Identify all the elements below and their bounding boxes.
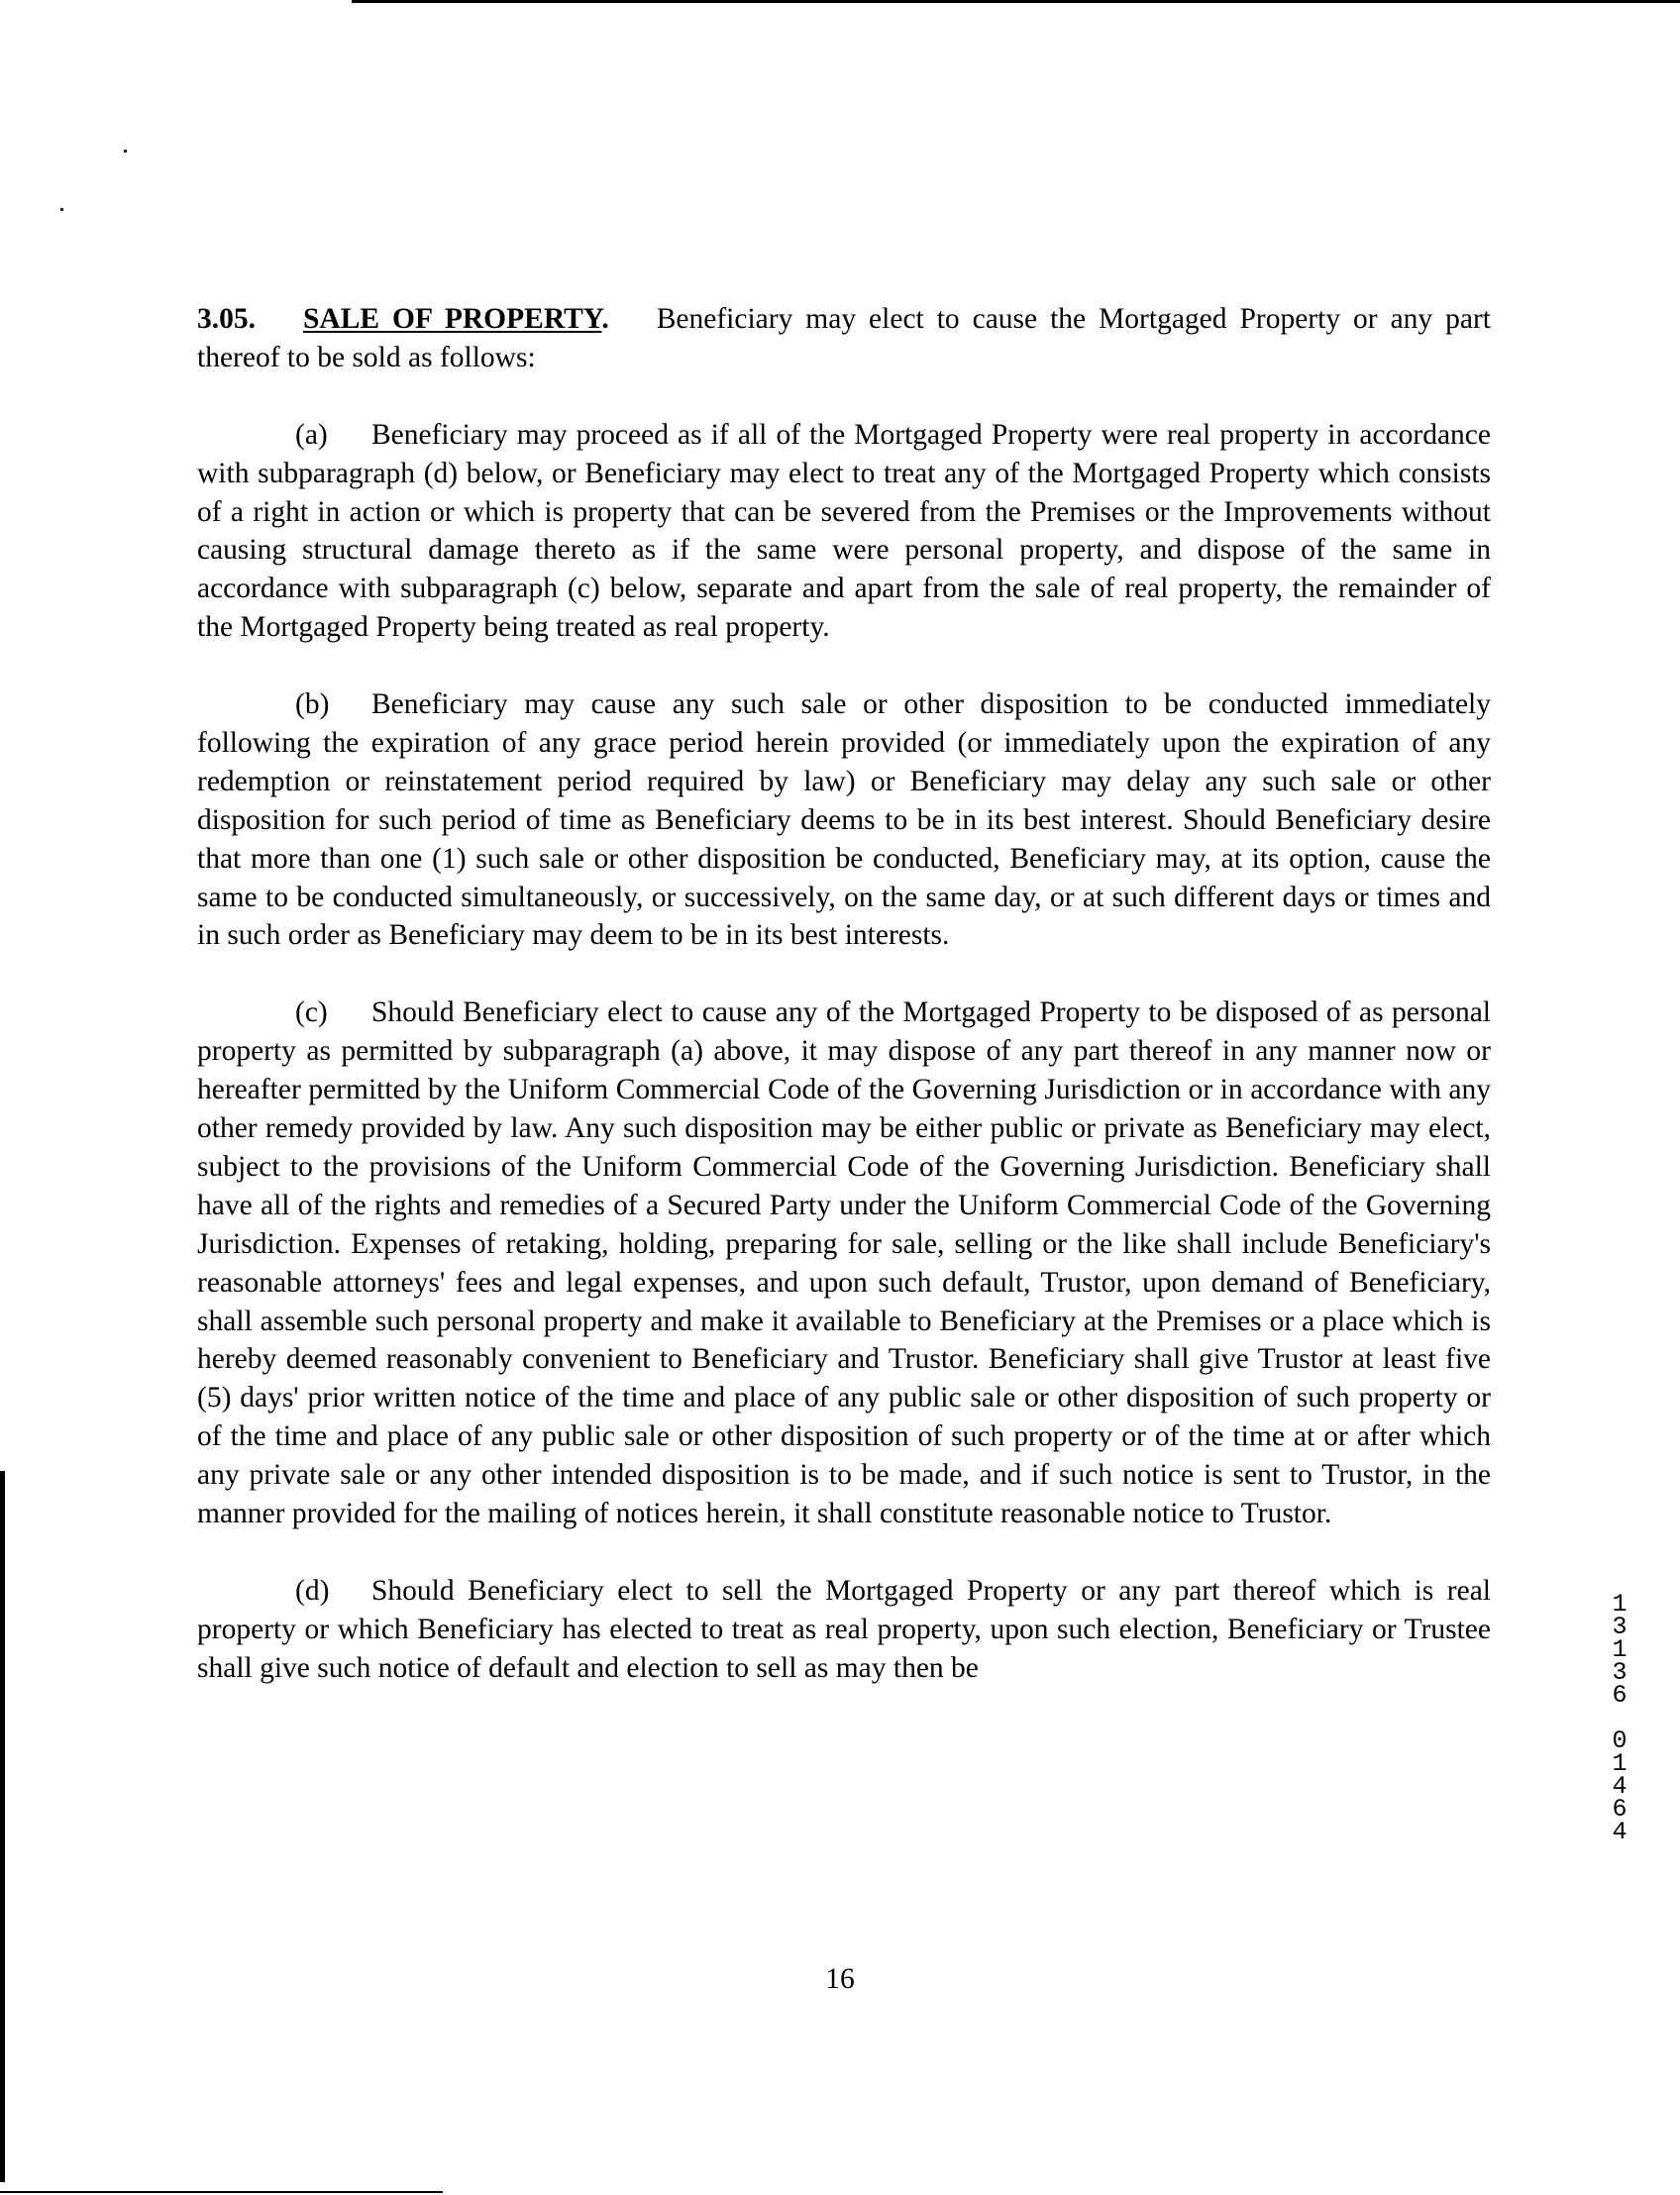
subparagraph-text: Should Beneficiary elect to cause any of the Mortgaged Property to be disposed of as personal property as permitted by subparagraph (a) above, it may dispose of any part thereof in any manner now or hereafter permitted by the Uniform Commercial Code of the Governing Jurisdiction or in accordance with any other remedy provided by law. Any such disposition may be either public or private as Beneficiary may elect, subject to the provisions of the Uniform Commercial Code of the Governing Jurisdiction. Beneficiary shall have all of the rights and remedies of a Secured Party under the Uniform Commercial Code of the Governing Jurisdiction. Expenses of retaking, holding, preparing for sale, selling or the like shall include Beneficiary's reasonable attorneys' fees and legal expenses, and upon such default, Trustor, upon demand of Beneficiary, shall assemble such personal property and make it available to Beneficiary at the Premises or a place which is hereby deemed reasonably convenient to Beneficiary and Trustor. Beneficiary shall give Trustor at least five (5) days' prior written notice of the time and place of any public sale or other disposition of such property or of the time and place of any public sale or other disposition of such property or of the time at or after which any private sale or any other intended disposition is to be made, and if such notice is sent to Trustor, in the manner provided for the mailing of notices herein, it shall constitute reasonable notice to Trustor. — [197, 996, 1491, 1530]
subparagraph-label: (b) — [295, 688, 330, 721]
section-title-punct: . — [601, 303, 609, 335]
stamp-digit: 0 — [1612, 1726, 1628, 1755]
subparagraph-text: Beneficiary may cause any such sale or other disposition to be conducted immediately following the expiration of any grace period herein provided (or immediately upon the expiration of any redemption or reinstatement period required by law) or Beneficiary may delay any such sale or other disposition for such period of time as Beneficiary deems to be in its best interest. Should Beneficiary desire that more than one (1) such sale or other disposition be conducted, Beneficiary may, at its option, cause the same to be conducted simultaneously, or successively, on the same day, or at such different days or times and in such order as Beneficiary may deem to be in its best interests. — [197, 688, 1491, 952]
document-body — [197, 300, 1491, 1725]
subparagraph-text: Should Beneficiary elect to sell the Mortgaged Property or any part thereof which is real property or which Beneficiary has elected to treat as real property, upon such election, Beneficiary or Trustee shall give such notice of default and election to sell as may then be — [197, 1574, 1491, 1684]
subparagraph-d — [197, 1572, 1491, 1688]
left-scan-edge — [0, 1471, 5, 2182]
stamp-digit: 1 — [1612, 1749, 1628, 1778]
subparagraph-label: (d) — [295, 1574, 330, 1607]
stamp-digit: 3 — [1612, 1658, 1628, 1687]
stamp-digit: 4 — [1612, 1772, 1628, 1801]
scan-speck — [60, 208, 63, 211]
page-number: 16 — [825, 1963, 855, 1995]
stamp-digit: 6 — [1612, 1795, 1628, 1824]
section-heading-paragraph — [197, 300, 1491, 377]
bottom-border-line — [0, 2191, 443, 2193]
stamp-digit: 4 — [1612, 1818, 1628, 1846]
subparagraph-label: (c) — [295, 996, 328, 1029]
margin-recording-stamp — [1605, 1590, 1634, 1846]
subparagraph-text: Beneficiary may proceed as if all of the Mortgaged Property were real property in accordance with subparagraph (d) below, or Beneficiary may elect to treat any of the Mortgaged Property which consists of a right in action or which is property that can be severed from the Premises or the Improvements without causing structural damage thereto as if the same were personal property, and dispose of the same in accordance with subparagraph (c) below, separate and apart from the sale of real property, the remainder of the Mortgaged Property being treated as real property. — [197, 418, 1491, 644]
subparagraph-b — [197, 685, 1491, 955]
scan-speck — [124, 150, 127, 153]
stamp-digit: 1 — [1612, 1635, 1628, 1664]
top-border-line — [352, 0, 1680, 3]
stamp-digit: 1 — [1612, 1590, 1628, 1619]
subparagraph-a — [197, 416, 1491, 647]
subparagraph-label: (a) — [295, 418, 328, 451]
section-intro: Beneficiary may elect to cause the Mortgaged Property or any part thereof to be sold as follows: — [197, 303, 1491, 373]
subparagraph-c — [197, 993, 1491, 1533]
section-number: 3.05. — [197, 303, 256, 335]
section-title: SALE OF PROPERTY — [303, 303, 602, 335]
stamp-digit: 6 — [1612, 1681, 1628, 1710]
stamp-digit: 3 — [1612, 1613, 1628, 1641]
